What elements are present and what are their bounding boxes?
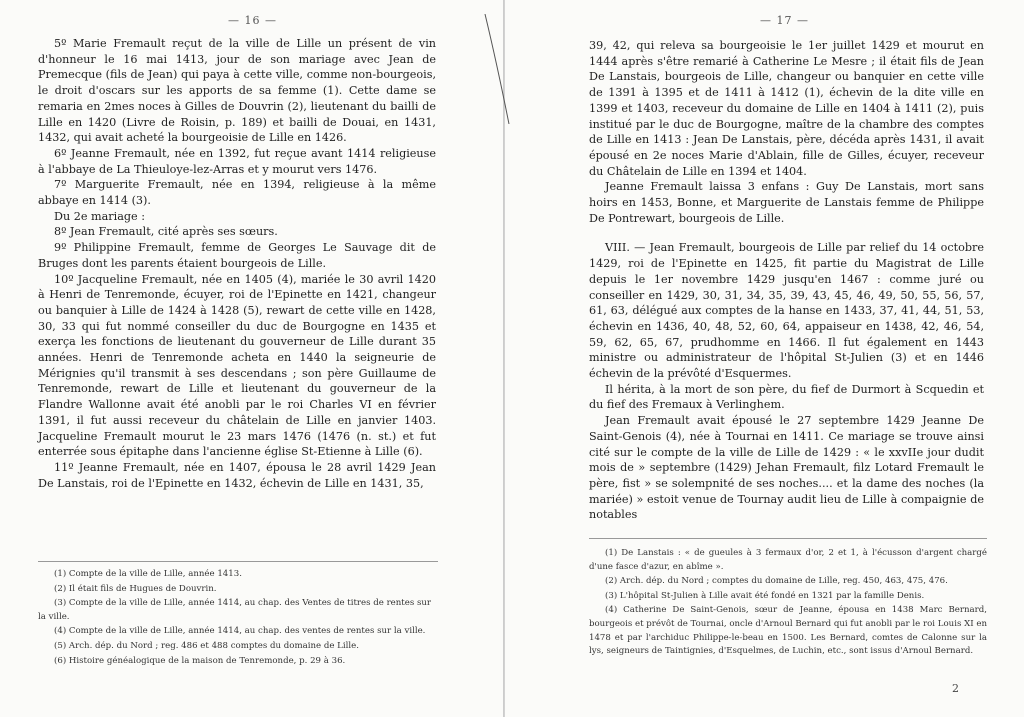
paragraph: 10º Jacqueline Fremault, née en 1405 (4), mariée le 30 avril 1420 à Henri de Tenremonde, écuyer, roi de l'Epinette en 1421, changeur ou banquier à Lille de 1424 à 1428 (5), rewart de cette ville en 1428, 30, 33 qui fut nommé conseiller du duc de Bourgogne en 1435 et exerça les fonctions de lieutenant du gouverneur de Lille durant 35 années. Henri de Tenremonde acheta en 1440 la seigneurie de Mérignies qu'il transmit à ses descendans ; son père Guillaume de Tenremonde, rewart de Lille et lieutenant du gouverneur de la Flandre Wallonne avait été anobli par le roi Charles VI en février 1391, il fut aussi receveur du châtelain de Lille en janvier 1403. Jacqueline Fremault mourut le 23 mars 1476 (1476 (n. st.) et fut enterrée sous épitaphe dans l'ancienne église St-Etienne à Lille (6). bbox=[38, 272, 436, 459]
footnote: (3) L'hôpital St-Julien à Lille avait été fondé en 1321 par la famille Denis. bbox=[605, 590, 925, 601]
footnote: (6) Histoire généalogique de la maison de Tenremonde, p. 29 à 36. bbox=[54, 655, 346, 666]
right-footnotes bbox=[589, 547, 987, 660]
paragraph: Du 2e mariage : bbox=[54, 209, 146, 223]
paragraph: Jean Fremault avait épousé le 27 septembre 1429 Jeanne De Saint-Genois (4), née à Tournai en 1411. Ce mariage se trouve ainsi cité sur le compte de la ville de Lille de 1429 : « le xxvIIe jour dudit mois de » septembre (1429) Jehan Fremault, filz Lotard Fremault le père, fist » se solempnité de ses noches.... et la dame des noches (la mariée) » estoit venue de Tournay audit lieu de Lille à compaignie de notables bbox=[589, 414, 984, 522]
paragraph: 5º Marie Fremault reçut de la ville de Lille un présent de vin d'honneur le 16 mai 1413, jour de son mariage avec Jean de Premecque (fils de Jean) qui paya à cette ville, comme non-bourgeois, le droit d'oscars sur les apports de sa femme (1). Cette dame se remaria en 2mes noces à Gilles de Douvrin (2), lieutenant du bailli de Lille en 1420 (Livre de Roisin, p. 189) et bailli de Douai, en 1431, 1432, qui avait acheté la bourgeoisie de Lille en 1426. bbox=[38, 37, 436, 145]
paragraph: 8º Jean Fremault, cité après ses sœurs. bbox=[54, 225, 278, 239]
footnote: (1) Compte de la ville de Lille, année 1413. bbox=[54, 569, 242, 579]
left-body-text bbox=[38, 36, 436, 491]
paragraph: 6º Jeanne Fremault, née en 1392, fut reçue avant 1414 religieuse à l'abbaye de La Thieuloye-lez-Arras et y mourut vers 1476. bbox=[38, 146, 436, 176]
right-page-number: — 17 — bbox=[760, 14, 809, 27]
left-page-number: — 16 — bbox=[228, 14, 277, 27]
paragraph: Il hérita, à la mort de son père, du fief de Durmort à Scquedin et du fief des Fremaux à Verlinghem. bbox=[589, 382, 984, 412]
footnote-rule bbox=[589, 538, 987, 539]
left-footnotes bbox=[38, 568, 438, 669]
section-heading-paragraph: VIII. — Jean Fremault, bourgeois de Lille par relief du 14 octobre 1429, roi de l'Epinette en 1425, fit partie du Magistrat de Lille depuis le 1er novembre 1429 jusqu'en 1467 : comme juré ou conseiller en 1429, 30, 31, 34, 35, 39, 43, 45, 46, 49, 50, 55, 56, 57, 61, 63, délégué aux comptes de la hanse en 1433, 37, 41, 44, 51, 53, échevin en 1436, 40, 48, 52, 60, 64, appaiseur en 1438, 42, 46, 54, 59, 62, 65, 67, prudhomme en 1466. Il fut également en 1443 ministre ou administrateur de l'hôpital St-Julien (3) et en 1446 échevin de la prévôté d'Esquermes. bbox=[589, 241, 984, 381]
spine-fold-line bbox=[483, 14, 511, 124]
paragraph: 9º Philippine Fremault, femme de Georges Le Sauvage dit de Bruges dont les parents étaient bourgeois de Lille. bbox=[38, 241, 436, 270]
footnote: (3) Compte de la ville de Lille, année 1414, au chap. des Ventes de titres de rentes sur la ville. bbox=[38, 598, 432, 622]
footnote: (4) Catherine De Saint-Genois, sœur de Jeanne, épousa en 1438 Marc Bernard, bourgeois et prévôt de Tournai, oncle d'Arnoul Bernard qui fut anobli par le roi Louis XI en 1478 et par l'archiduc Philippe-le-beau en 1500. Les Bernard, comtes de Calonne sur la lys, seigneurs de Taintignies, d'Esquelmes, de Luchin, etc., sont issus d'Arnoul Bernard. bbox=[589, 605, 987, 657]
footnote: (5) Arch. dép. du Nord ; reg. 486 et 488 comptes du domaine de Lille. bbox=[54, 640, 359, 651]
footnote: (4) Compte de la ville de Lille, année 1414, au chap. des ventes de rentes sur la ville. bbox=[54, 626, 426, 637]
paragraph: 11º Jeanne Fremault, née en 1407, épousa le 28 avril 1429 Jean De Lanstais, roi de l'Epinette en 1432, échevin de Lille en 1431, 35, bbox=[38, 460, 436, 490]
footnote: (1) De Lanstais : « de gueules à 3 fermaux d'or, 2 et 1, à l'écusson d'argent chargé d'une fasce d'azur, en abîme ». bbox=[589, 548, 987, 572]
footnote-rule bbox=[38, 561, 438, 562]
right-body-text bbox=[589, 38, 984, 523]
paragraph: Jeanne Fremault laissa 3 enfans : Guy De Lanstais, mort sans hoirs en 1453, Bonne, et Marguerite de Lanstais femme de Philippe De Pontrewart, bourgeois de Lille. bbox=[589, 180, 984, 225]
signature-mark: 2 bbox=[952, 682, 959, 695]
paragraph: 39, 42, qui releva sa bourgeoisie le 1er juillet 1429 et mourut en 1444 après s'être remarié à Catherine Le Mesre ; il était fils de Jean De Lanstais, bourgeois de Lille, changeur ou banquier en cette ville de 1391 à 1395 et de 1411 à 1412 (1), échevin de la dite ville en 1399 et 1403, receveur du domaine de Lille en 1404 à 1411 (2), puis institué par le duc de Bourgogne, maître de la chambre des comptes de Lille en 1413 : Jean De Lanstais, père, décéda après 1431, il avait épousé en 2e noces Marie d'Ablain, fille de Gilles, écuyer, receveur du Châtelain de Lille en 1394 et 1404. bbox=[589, 39, 984, 178]
paragraph: 7º Marguerite Fremault, née en 1394, religieuse à la même abbaye en 1414 (3). bbox=[38, 178, 436, 208]
footnote: (2) Arch. dép. du Nord ; comptes du domaine de Lille, reg. 450, 463, 475, 476. bbox=[605, 576, 948, 587]
footnote: (2) Il était fils de Hugues de Douvrin. bbox=[54, 583, 217, 594]
